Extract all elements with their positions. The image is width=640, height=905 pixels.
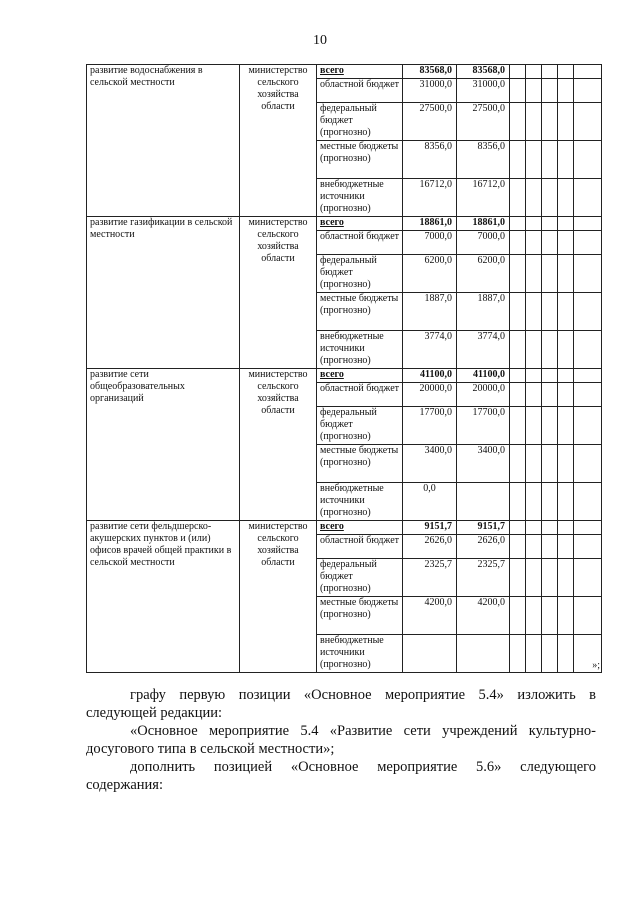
amount-cell: 6200,0 <box>457 255 510 293</box>
empty-cell <box>542 141 558 179</box>
empty-cell <box>558 521 574 535</box>
empty-cell <box>558 383 574 407</box>
empty-cell <box>510 141 526 179</box>
empty-cell <box>510 255 526 293</box>
amount-cell: 6200,0 <box>403 255 457 293</box>
amount-cell: 9151,7 <box>457 521 510 535</box>
empty-cell <box>574 521 602 535</box>
empty-cell <box>558 65 574 79</box>
empty-cell <box>510 407 526 445</box>
empty-cell <box>510 383 526 407</box>
amount-cell: 7000,0 <box>403 231 457 255</box>
empty-cell <box>574 331 602 369</box>
empty-cell <box>574 483 602 521</box>
amount-cell: 18861,0 <box>457 217 510 231</box>
empty-cell <box>558 331 574 369</box>
funding-source-cell: местные бюджеты (прогнозно) <box>317 597 403 635</box>
amount-cell: 1887,0 <box>403 293 457 331</box>
empty-cell <box>542 383 558 407</box>
empty-cell <box>510 79 526 103</box>
empty-cell <box>510 217 526 231</box>
empty-cell <box>526 559 542 597</box>
empty-cell <box>558 483 574 521</box>
amount-cell <box>457 483 510 521</box>
empty-cell <box>526 635 542 673</box>
funding-source-cell: местные бюджеты (прогнозно) <box>317 445 403 483</box>
empty-cell <box>526 231 542 255</box>
event-name-cell: развитие сети общеобразовательных организаций <box>87 369 240 521</box>
funding-source-cell: внебюджетные источники (прогнозно) <box>317 179 403 217</box>
table-row <box>87 369 602 383</box>
funding-source-cell: всего <box>317 369 403 383</box>
empty-cell <box>558 141 574 179</box>
executor-cell: министерство сельского хозяйства области <box>240 65 317 217</box>
amount-cell: 31000,0 <box>403 79 457 103</box>
empty-cell <box>574 407 602 445</box>
empty-cell <box>510 559 526 597</box>
amount-cell: 27500,0 <box>403 103 457 141</box>
empty-cell <box>542 369 558 383</box>
empty-cell <box>510 635 526 673</box>
empty-cell <box>542 79 558 103</box>
empty-cell <box>558 231 574 255</box>
empty-cell <box>574 141 602 179</box>
table-row <box>87 521 602 535</box>
empty-cell <box>558 535 574 559</box>
empty-cell <box>510 369 526 383</box>
empty-cell <box>542 331 558 369</box>
empty-cell <box>542 179 558 217</box>
executor-cell: министерство сельского хозяйства области <box>240 217 317 369</box>
empty-cell <box>558 255 574 293</box>
empty-cell <box>542 521 558 535</box>
empty-cell <box>526 483 542 521</box>
funding-source-cell: областной бюджет <box>317 231 403 255</box>
funding-source-cell: всего <box>317 217 403 231</box>
paragraph-2: «Основное мероприятие 5.4 «Развитие сети учреждений культурно-досугового типа в сельской местности»; <box>86 723 596 757</box>
funding-source-cell: внебюджетные источники (прогнозно) <box>317 483 403 521</box>
empty-cell <box>526 535 542 559</box>
empty-cell <box>574 79 602 103</box>
empty-cell <box>558 445 574 483</box>
amount-cell: 16712,0 <box>403 179 457 217</box>
funding-source-cell: областной бюджет <box>317 79 403 103</box>
funding-source-cell: местные бюджеты (прогнозно) <box>317 293 403 331</box>
empty-cell <box>542 231 558 255</box>
empty-cell <box>574 369 602 383</box>
amount-cell: 3400,0 <box>457 445 510 483</box>
empty-cell <box>574 597 602 635</box>
amount-cell: 0,0 <box>403 483 457 521</box>
empty-cell <box>558 369 574 383</box>
empty-cell <box>526 217 542 231</box>
empty-cell <box>510 483 526 521</box>
empty-cell <box>510 331 526 369</box>
empty-cell <box>526 383 542 407</box>
funding-source-cell: всего <box>317 521 403 535</box>
empty-cell <box>526 331 542 369</box>
empty-cell <box>542 103 558 141</box>
empty-cell <box>526 79 542 103</box>
empty-cell <box>574 65 602 79</box>
amount-cell: 3774,0 <box>457 331 510 369</box>
table-row <box>87 217 602 231</box>
page-number: 10 <box>313 33 327 48</box>
funding-source-cell: внебюджетные источники (прогнозно) <box>317 635 403 673</box>
amount-cell: 41100,0 <box>457 369 510 383</box>
empty-cell <box>526 521 542 535</box>
amount-cell: 83568,0 <box>403 65 457 79</box>
amount-cell: 8356,0 <box>403 141 457 179</box>
empty-cell <box>558 407 574 445</box>
empty-cell <box>558 103 574 141</box>
paragraph-3: дополнить позицией «Основное мероприятие 5.6» следующего содержания: <box>86 759 596 793</box>
table-row <box>87 65 602 79</box>
amount-cell: 83568,0 <box>457 65 510 79</box>
empty-cell <box>526 103 542 141</box>
empty-cell <box>574 103 602 141</box>
budget-table <box>86 64 602 673</box>
amount-cell: 7000,0 <box>457 231 510 255</box>
empty-cell <box>542 445 558 483</box>
empty-cell <box>526 141 542 179</box>
empty-cell <box>510 535 526 559</box>
amount-cell <box>403 635 457 673</box>
empty-cell <box>526 445 542 483</box>
empty-cell <box>510 103 526 141</box>
funding-source-cell: внебюджетные источники (прогнозно) <box>317 331 403 369</box>
empty-cell <box>526 369 542 383</box>
amount-cell: 3774,0 <box>403 331 457 369</box>
executor-cell: министерство сельского хозяйства области <box>240 369 317 521</box>
amount-cell: 17700,0 <box>457 407 510 445</box>
amount-cell: 27500,0 <box>457 103 510 141</box>
event-name-cell: развитие водоснабжения в сельской местности <box>87 65 240 217</box>
paragraph-1: графу первую позиции «Основное мероприятие 5.4» изложить в следующей редакции: <box>86 687 596 721</box>
empty-cell <box>542 407 558 445</box>
amount-cell: 20000,0 <box>403 383 457 407</box>
closing-quote-mark: »; <box>574 635 602 673</box>
amount-cell: 17700,0 <box>403 407 457 445</box>
amount-cell: 2626,0 <box>403 535 457 559</box>
empty-cell <box>574 383 602 407</box>
empty-cell <box>542 535 558 559</box>
empty-cell <box>542 293 558 331</box>
event-name-cell: развитие газификации в сельской местности <box>87 217 240 369</box>
empty-cell <box>510 65 526 79</box>
amount-cell: 16712,0 <box>457 179 510 217</box>
event-name-cell: развитие сети фельдшерско-акушерских пунктов и (или) офисов врачей общей практики в сельской местности <box>87 521 240 673</box>
empty-cell <box>510 521 526 535</box>
amount-cell: 3400,0 <box>403 445 457 483</box>
empty-cell <box>574 217 602 231</box>
empty-cell <box>526 407 542 445</box>
empty-cell <box>558 293 574 331</box>
empty-cell <box>542 635 558 673</box>
empty-cell <box>526 293 542 331</box>
empty-cell <box>526 65 542 79</box>
empty-cell <box>574 535 602 559</box>
amount-cell: 2626,0 <box>457 535 510 559</box>
empty-cell <box>510 179 526 217</box>
empty-cell <box>542 255 558 293</box>
funding-source-cell: федеральный бюджет (прогнозно) <box>317 407 403 445</box>
empty-cell <box>510 293 526 331</box>
empty-cell <box>558 635 574 673</box>
amount-cell: 41100,0 <box>403 369 457 383</box>
funding-source-cell: федеральный бюджет (прогнозно) <box>317 255 403 293</box>
empty-cell <box>510 445 526 483</box>
empty-cell <box>574 559 602 597</box>
amount-cell <box>457 635 510 673</box>
funding-source-cell: местные бюджеты (прогнозно) <box>317 141 403 179</box>
funding-source-cell: областной бюджет <box>317 535 403 559</box>
empty-cell <box>526 255 542 293</box>
amount-cell: 1887,0 <box>457 293 510 331</box>
empty-cell <box>574 179 602 217</box>
executor-cell: министерство сельского хозяйства области <box>240 521 317 673</box>
empty-cell <box>526 179 542 217</box>
empty-cell <box>558 597 574 635</box>
funding-source-cell: федеральный бюджет (прогнозно) <box>317 559 403 597</box>
empty-cell <box>558 217 574 231</box>
amount-cell: 4200,0 <box>457 597 510 635</box>
amount-cell: 2325,7 <box>457 559 510 597</box>
empty-cell <box>542 559 558 597</box>
empty-cell <box>558 179 574 217</box>
empty-cell <box>558 79 574 103</box>
amount-cell: 2325,7 <box>403 559 457 597</box>
empty-cell <box>574 231 602 255</box>
amount-cell: 9151,7 <box>403 521 457 535</box>
funding-source-cell: областной бюджет <box>317 383 403 407</box>
empty-cell <box>542 597 558 635</box>
empty-cell <box>542 65 558 79</box>
empty-cell <box>542 483 558 521</box>
empty-cell <box>510 231 526 255</box>
empty-cell <box>574 293 602 331</box>
amount-cell: 20000,0 <box>457 383 510 407</box>
empty-cell <box>542 217 558 231</box>
empty-cell <box>574 255 602 293</box>
amount-cell: 4200,0 <box>403 597 457 635</box>
empty-cell <box>558 559 574 597</box>
funding-source-cell: федеральный бюджет (прогнозно) <box>317 103 403 141</box>
empty-cell <box>526 597 542 635</box>
funding-source-cell: всего <box>317 65 403 79</box>
amount-cell: 8356,0 <box>457 141 510 179</box>
amount-cell: 31000,0 <box>457 79 510 103</box>
empty-cell <box>574 445 602 483</box>
empty-cell <box>510 597 526 635</box>
amount-cell: 18861,0 <box>403 217 457 231</box>
